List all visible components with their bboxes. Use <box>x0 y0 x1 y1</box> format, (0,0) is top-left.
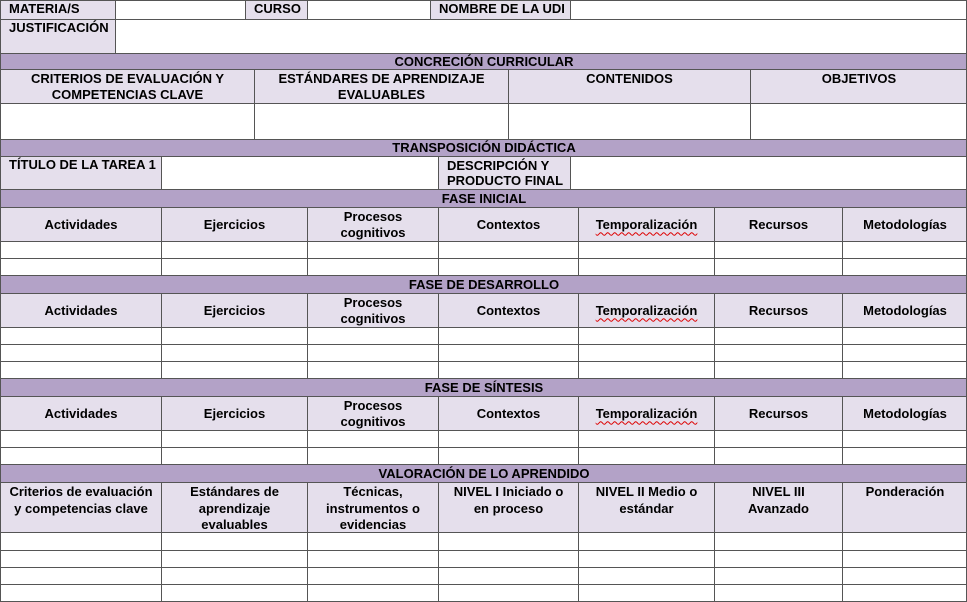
valoracion-cell[interactable] <box>307 550 438 567</box>
valoracion-col-criterios: Criterios de evaluación y competencias clave <box>0 482 161 532</box>
fase-inicial-cell[interactable] <box>0 241 161 258</box>
concrecion-cell-estandares[interactable] <box>254 103 508 139</box>
valoracion-cell[interactable] <box>714 550 842 567</box>
fase-sintesis-cell[interactable] <box>161 447 307 464</box>
fase-sintesis-col-temporalizacion <box>578 396 714 430</box>
fase-desarrollo-header: FASE DE DESARROLLO <box>0 275 967 293</box>
fase-desarrollo-cell[interactable] <box>578 344 714 361</box>
fase-desarrollo-cell[interactable] <box>842 327 967 344</box>
fase-inicial-col-recursos <box>714 207 842 241</box>
fase-inicial-col-recursos-label: Recursos <box>748 216 809 232</box>
fase-inicial-header: FASE INICIAL <box>0 189 967 207</box>
fase-inicial-cell[interactable] <box>438 258 578 275</box>
fase-inicial-col-contextos <box>438 207 578 241</box>
fase-desarrollo-col-metodologias <box>842 293 967 327</box>
concrecion-col-objetivos: OBJETIVOS <box>750 69 967 103</box>
fase-sintesis-cell[interactable] <box>578 430 714 447</box>
valoracion-col-estandares: Estándares de aprendizaje evaluables <box>161 482 307 532</box>
udi-label: NOMBRE DE LA UDI <box>430 0 570 19</box>
fase-desarrollo-col-temporalizacion-label: Temporalización <box>595 302 698 318</box>
justificacion-field[interactable] <box>115 19 967 53</box>
fase-inicial-cell[interactable] <box>578 258 714 275</box>
valoracion-cell[interactable] <box>842 550 967 567</box>
fase-sintesis-cell[interactable] <box>0 430 161 447</box>
concrecion-col-contenidos: CONTENIDOS <box>508 69 750 103</box>
valoracion-cell[interactable] <box>578 584 714 601</box>
fase-desarrollo-cell[interactable] <box>578 361 714 378</box>
fase-inicial-cell[interactable] <box>578 241 714 258</box>
fase-sintesis-cell[interactable] <box>842 447 967 464</box>
curso-label: CURSO <box>245 0 307 19</box>
valoracion-cell[interactable] <box>438 532 578 550</box>
fase-desarrollo-col-metodologias-label: Metodologías <box>863 302 947 318</box>
fase-desarrollo-col-procesos <box>307 293 438 327</box>
valoracion-cell[interactable] <box>0 550 161 567</box>
fase-sintesis-cell[interactable] <box>438 447 578 464</box>
concrecion-col-estandares: ESTÁNDARES DE APRENDIZAJE EVALUABLES <box>254 69 508 103</box>
valoracion-cell[interactable] <box>307 584 438 601</box>
fase-desarrollo-cell[interactable] <box>0 344 161 361</box>
fase-desarrollo-col-recursos <box>714 293 842 327</box>
fase-inicial-cell[interactable] <box>842 258 967 275</box>
fase-sintesis-cell[interactable] <box>438 430 578 447</box>
fase-sintesis-cell[interactable] <box>307 430 438 447</box>
fase-inicial-cell[interactable] <box>842 241 967 258</box>
fase-desarrollo-cell[interactable] <box>714 327 842 344</box>
fase-inicial-col-actividades <box>0 207 161 241</box>
fase-sintesis-cell[interactable] <box>578 447 714 464</box>
fase-desarrollo-cell[interactable] <box>842 344 967 361</box>
valoracion-cell[interactable] <box>0 567 161 584</box>
fase-inicial-col-temporalizacion-label: Temporalización <box>595 216 698 232</box>
tarea-label: TÍTULO DE LA TAREA 1 <box>0 156 161 189</box>
fase-sintesis-col-actividades-label: Actividades <box>44 405 118 421</box>
valoracion-cell[interactable] <box>714 567 842 584</box>
fase-desarrollo-cell[interactable] <box>307 361 438 378</box>
concrecion-header: CONCRECIÓN CURRICULAR <box>0 53 967 69</box>
valoracion-cell[interactable] <box>578 567 714 584</box>
fase-desarrollo-cell[interactable] <box>714 344 842 361</box>
valoracion-cell[interactable] <box>842 584 967 601</box>
valoracion-cell[interactable] <box>438 584 578 601</box>
valoracion-cell[interactable] <box>714 532 842 550</box>
fase-sintesis-cell[interactable] <box>307 447 438 464</box>
fase-desarrollo-cell[interactable] <box>161 327 307 344</box>
tarea-field[interactable] <box>161 156 438 189</box>
valoracion-col-ponderacion: Ponderación <box>842 482 967 532</box>
fase-sintesis-col-ejercicios-label: Ejercicios <box>203 405 266 421</box>
fase-inicial-cell[interactable] <box>438 241 578 258</box>
valoracion-cell[interactable] <box>307 567 438 584</box>
fase-sintesis-cell[interactable] <box>161 430 307 447</box>
fase-desarrollo-col-actividades-label: Actividades <box>44 302 118 318</box>
fase-desarrollo-col-actividades <box>0 293 161 327</box>
valoracion-cell[interactable] <box>161 567 307 584</box>
valoracion-header: VALORACIÓN DE LO APRENDIDO <box>0 464 967 482</box>
fase-inicial-col-actividades-label: Actividades <box>44 216 118 232</box>
valoracion-cell[interactable] <box>161 584 307 601</box>
fase-desarrollo-cell[interactable] <box>842 361 967 378</box>
fase-desarrollo-cell[interactable] <box>161 361 307 378</box>
fase-desarrollo-cell[interactable] <box>438 361 578 378</box>
fase-sintesis-col-metodologias-label: Metodologías <box>863 405 947 421</box>
udi-field[interactable] <box>570 0 967 19</box>
fase-sintesis-header: FASE DE SÍNTESIS <box>0 378 967 396</box>
fase-desarrollo-cell[interactable] <box>578 327 714 344</box>
fase-desarrollo-col-contextos <box>438 293 578 327</box>
valoracion-col-nivel-1: NIVEL I Iniciado o en proceso <box>438 482 578 532</box>
concrecion-col-criterios: CRITERIOS DE EVALUACIÓN Y COMPETENCIAS CLAVE <box>0 69 254 103</box>
valoracion-col-nivel-2: NIVEL II Medio o estándar <box>578 482 714 532</box>
fase-sintesis-col-metodologias <box>842 396 967 430</box>
fase-desarrollo-cell[interactable] <box>714 361 842 378</box>
fase-inicial-cell[interactable] <box>714 258 842 275</box>
fase-sintesis-col-contextos <box>438 396 578 430</box>
fase-inicial-col-ejercicios-label: Ejercicios <box>203 216 266 232</box>
fase-inicial-col-metodologias <box>842 207 967 241</box>
materia-label: MATERIA/S <box>0 0 115 19</box>
fase-inicial-col-procesos <box>307 207 438 241</box>
fase-sintesis-col-temporalizacion-label: Temporalización <box>595 405 698 421</box>
fase-desarrollo-cell[interactable] <box>0 327 161 344</box>
fase-desarrollo-cell[interactable] <box>438 344 578 361</box>
valoracion-col-nivel-3: NIVEL III Avanzado <box>714 482 842 532</box>
fase-desarrollo-col-procesos-label: Procesos cognitivos <box>340 294 406 326</box>
descripcion-field[interactable] <box>570 156 967 189</box>
fase-inicial-col-procesos-label: Procesos cognitivos <box>340 208 406 240</box>
fase-sintesis-col-procesos <box>307 396 438 430</box>
valoracion-cell[interactable] <box>842 532 967 550</box>
justificacion-label: JUSTIFICACIÓN <box>0 19 115 53</box>
fase-sintesis-col-actividades <box>0 396 161 430</box>
fase-desarrollo-cell[interactable] <box>0 361 161 378</box>
concrecion-cell-criterios[interactable] <box>0 103 254 139</box>
fase-desarrollo-col-ejercicios <box>161 293 307 327</box>
fase-inicial-cell[interactable] <box>307 258 438 275</box>
fase-desarrollo-col-contextos-label: Contextos <box>476 302 541 318</box>
fase-desarrollo-col-ejercicios-label: Ejercicios <box>203 302 266 318</box>
fase-inicial-col-metodologias-label: Metodologías <box>863 216 947 232</box>
fase-sintesis-col-contextos-label: Contextos <box>476 405 541 421</box>
fase-inicial-col-contextos-label: Contextos <box>476 216 541 232</box>
curso-field[interactable] <box>307 0 430 19</box>
fase-inicial-col-temporalizacion <box>578 207 714 241</box>
valoracion-cell[interactable] <box>0 584 161 601</box>
valoracion-cell[interactable] <box>161 532 307 550</box>
fase-desarrollo-cell[interactable] <box>161 344 307 361</box>
fase-sintesis-cell[interactable] <box>842 430 967 447</box>
fase-desarrollo-cell[interactable] <box>307 327 438 344</box>
fase-sintesis-cell[interactable] <box>0 447 161 464</box>
fase-sintesis-cell[interactable] <box>714 430 842 447</box>
valoracion-cell[interactable] <box>578 532 714 550</box>
fase-inicial-cell[interactable] <box>161 241 307 258</box>
concrecion-cell-contenidos[interactable] <box>508 103 750 139</box>
fase-desarrollo-cell[interactable] <box>307 344 438 361</box>
fase-desarrollo-col-recursos-label: Recursos <box>748 302 809 318</box>
fase-inicial-cell[interactable] <box>307 241 438 258</box>
descripcion-label: DESCRIPCIÓN Y PRODUCTO FINAL <box>438 156 570 189</box>
fase-desarrollo-col-temporalizacion <box>578 293 714 327</box>
fase-inicial-col-ejercicios <box>161 207 307 241</box>
fase-inicial-cell[interactable] <box>161 258 307 275</box>
materia-field[interactable] <box>115 0 245 19</box>
fase-inicial-cell[interactable] <box>714 241 842 258</box>
valoracion-cell[interactable] <box>161 550 307 567</box>
fase-sintesis-col-procesos-label: Procesos cognitivos <box>340 397 406 429</box>
valoracion-cell[interactable] <box>714 584 842 601</box>
valoracion-cell[interactable] <box>307 532 438 550</box>
valoracion-cell[interactable] <box>438 550 578 567</box>
fase-sintesis-col-recursos-label: Recursos <box>748 405 809 421</box>
valoracion-cell[interactable] <box>578 550 714 567</box>
fase-desarrollo-cell[interactable] <box>438 327 578 344</box>
transposicion-header: TRANSPOSICIÓN DIDÁCTICA <box>0 139 967 156</box>
fase-sintesis-cell[interactable] <box>714 447 842 464</box>
valoracion-cell[interactable] <box>0 532 161 550</box>
valoracion-cell[interactable] <box>438 567 578 584</box>
fase-sintesis-col-ejercicios <box>161 396 307 430</box>
valoracion-col-tecnicas: Técnicas, instrumentos o evidencias <box>307 482 438 532</box>
fase-sintesis-col-recursos <box>714 396 842 430</box>
valoracion-cell[interactable] <box>842 567 967 584</box>
fase-inicial-cell[interactable] <box>0 258 161 275</box>
concrecion-cell-objetivos[interactable] <box>750 103 967 139</box>
